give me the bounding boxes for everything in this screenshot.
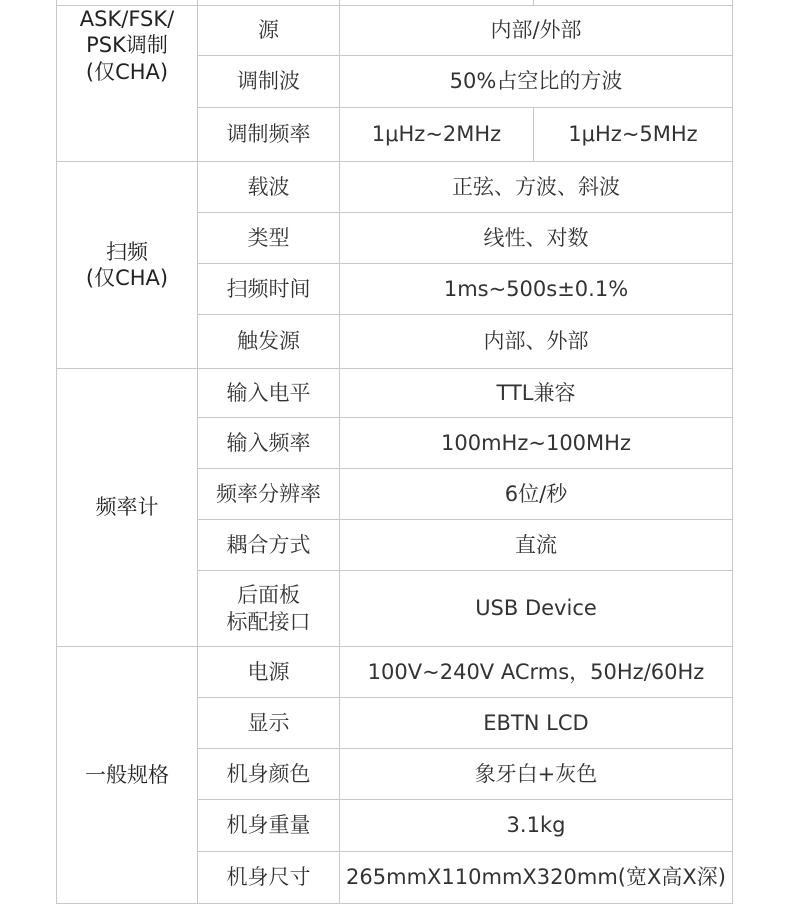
category-frequency-counter xyxy=(57,369,198,647)
param-input-frequency: 输入频率 xyxy=(198,418,340,469)
category-line: 一般规格 xyxy=(85,762,169,787)
category-line: PSK调制 xyxy=(86,33,168,58)
category-line: ASK/FSK/ xyxy=(79,7,175,31)
value-coupling: 直流 xyxy=(340,520,733,571)
value-input-frequency: 100mHz~100MHz xyxy=(340,418,733,469)
value-carrier: 正弦、方波、斜波 xyxy=(340,162,733,213)
value-power: 100V~240V ACrms，50Hz/60Hz xyxy=(340,647,733,698)
param-trigger-source: 触发源 xyxy=(198,315,340,369)
value-type: 线性、对数 xyxy=(340,213,733,264)
category-line: (仅CHA) xyxy=(85,59,169,84)
param-frequency-resolution: 频率分辨率 xyxy=(198,469,340,520)
param-input-level: 输入电平 xyxy=(198,369,340,418)
category-ask-fsk-psk xyxy=(57,6,198,162)
value-body-dimensions: 265mmX110mmX320mm(宽X高X深) xyxy=(340,852,733,904)
value-body-color: 象牙白+灰色 xyxy=(340,749,733,800)
category-sweep xyxy=(57,162,198,369)
param-line: 后面板 xyxy=(237,582,300,607)
param-type: 类型 xyxy=(198,213,340,264)
param-modulation-wave: 调制波 xyxy=(198,56,340,108)
param-modulation-frequency: 调制频率 xyxy=(198,108,340,162)
category-line: 频率计 xyxy=(95,495,159,520)
spec-table xyxy=(56,0,733,904)
param-coupling: 耦合方式 xyxy=(198,520,340,571)
value-modulation-frequency-b: 1μHz~5MHz xyxy=(534,108,733,162)
param-power: 电源 xyxy=(198,647,340,698)
param-body-color: 机身颜色 xyxy=(198,749,340,800)
category-line: (仅CHA) xyxy=(85,266,169,290)
param-rear-panel-interface xyxy=(198,571,340,647)
value-modulation-frequency-a: 1μHz~2MHz xyxy=(340,108,534,162)
value-rear-panel-interface: USB Device xyxy=(340,571,733,647)
param-sweep-time: 扫频时间 xyxy=(198,264,340,315)
value-source: 内部/外部 xyxy=(340,6,733,56)
param-body-weight: 机身重量 xyxy=(198,800,340,852)
table-row xyxy=(57,6,733,56)
param-source: 源 xyxy=(198,6,340,56)
param-line: 标配接口 xyxy=(226,609,311,634)
value-input-level: TTL兼容 xyxy=(340,369,733,418)
param-carrier: 载波 xyxy=(198,162,340,213)
category-line: 扫频 xyxy=(106,239,148,264)
table-row xyxy=(57,647,733,698)
value-modulation-wave: 50%占空比的方波 xyxy=(340,56,733,108)
value-sweep-time: 1ms~500s±0.1% xyxy=(340,264,733,315)
value-display: EBTN LCD xyxy=(340,698,733,749)
param-body-dimensions: 机身尺寸 xyxy=(198,852,340,904)
table-row xyxy=(57,369,733,418)
value-frequency-resolution: 6位/秒 xyxy=(340,469,733,520)
param-display: 显示 xyxy=(198,698,340,749)
value-body-weight: 3.1kg xyxy=(340,800,733,852)
value-trigger-source: 内部、外部 xyxy=(340,315,733,369)
table-row xyxy=(57,162,733,213)
category-general-specs xyxy=(57,647,198,904)
